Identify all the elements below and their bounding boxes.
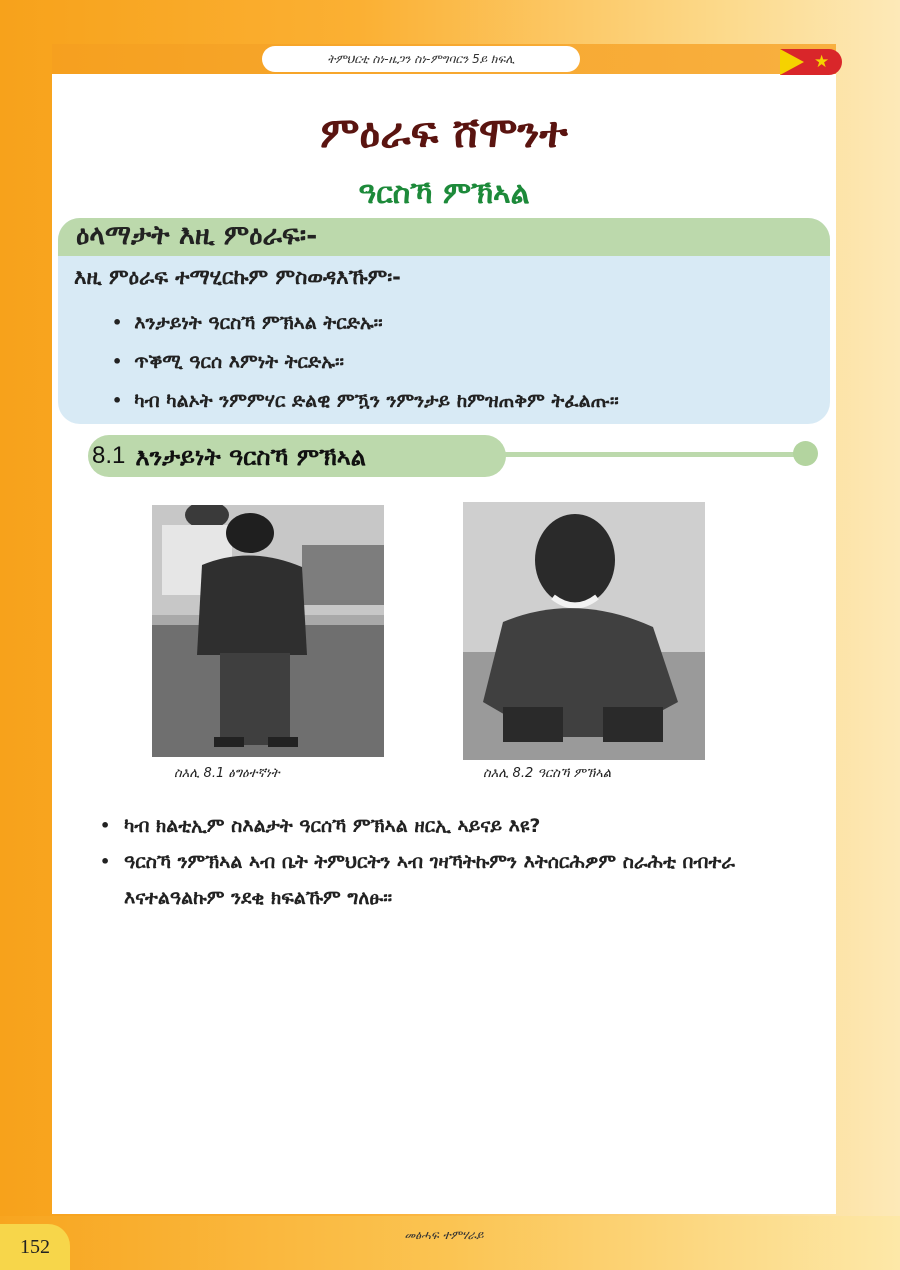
flag-icon: ★: [780, 49, 842, 75]
list-item: • ዓርስኻ ንምኽኣል ኣብ ቤት ትምህርትን ኣብ ገዛኻትኩምን እትሰርሕዎም ስራሕቲ በብተራ እናተልዓልኩም ንደቂ ክፍልኹም ግለፁ፡፡: [100, 844, 840, 916]
list-item: • እንታይነት ዓርስኻ ምኽኣል ትርድኡ፡፡: [112, 311, 383, 334]
bullet-icon: •: [112, 391, 123, 410]
figure-caption: ስእሊ 8.1 ፅግዕተኛነት: [174, 766, 280, 781]
section-number: 8.1: [92, 442, 126, 469]
book-label: መፅሓፍ ተምሃራይ: [404, 1228, 484, 1242]
section-rule: [505, 452, 803, 457]
bullet-icon: •: [100, 816, 111, 835]
objectives-intro: እዚ ምዕራፍ ተማሂርኩም ምስወዳእኹም፡-: [74, 265, 401, 289]
figure-dependency-photo: [152, 505, 384, 757]
bullet-icon: •: [112, 313, 123, 332]
objectives-list: [112, 303, 619, 420]
list-item: • ካብ ክልቲኢም ስእልታት ዓርሰኻ ምኽኣል ዘርኢ ኣይናይ እዩ?: [100, 808, 840, 844]
bullet-icon: •: [100, 852, 111, 871]
figure-caption: ስእሊ 8.2 ዓርስኻ ምኽኣል: [483, 766, 612, 781]
objectives-heading: ዕላማታት እዚ ምዕራፍ፡-: [76, 220, 318, 251]
running-title: ትምህርቲ ስነ-ዜጋን ስነ-ምግባርን 5ይ ክፍሊ: [262, 46, 580, 72]
list-item: • ካብ ካልኦት ንምምሃር ድልዊ ምዃን ንምንታይ ከምዝጠቅም ትፈልጡ፡፡: [112, 389, 619, 412]
question-list: [100, 808, 840, 916]
section-title: እንታይነት ዓርስኻ ምኽኣል: [135, 441, 366, 471]
footer-bar: [0, 1216, 900, 1270]
page-number: 152: [0, 1224, 70, 1270]
section-heading: [88, 435, 506, 477]
figure-self-reliance-photo: [463, 502, 705, 760]
list-item: • ጥቕሚ ዓርሰ እምነት ትርድኡ፡፡: [112, 350, 344, 373]
section-dot: [793, 441, 818, 466]
bullet-icon: •: [112, 352, 123, 371]
chapter-subtitle: ዓርስኻ ምኽኣል: [358, 176, 530, 211]
chapter-title: ምዕራፍ ሸሞንተ: [320, 108, 568, 157]
